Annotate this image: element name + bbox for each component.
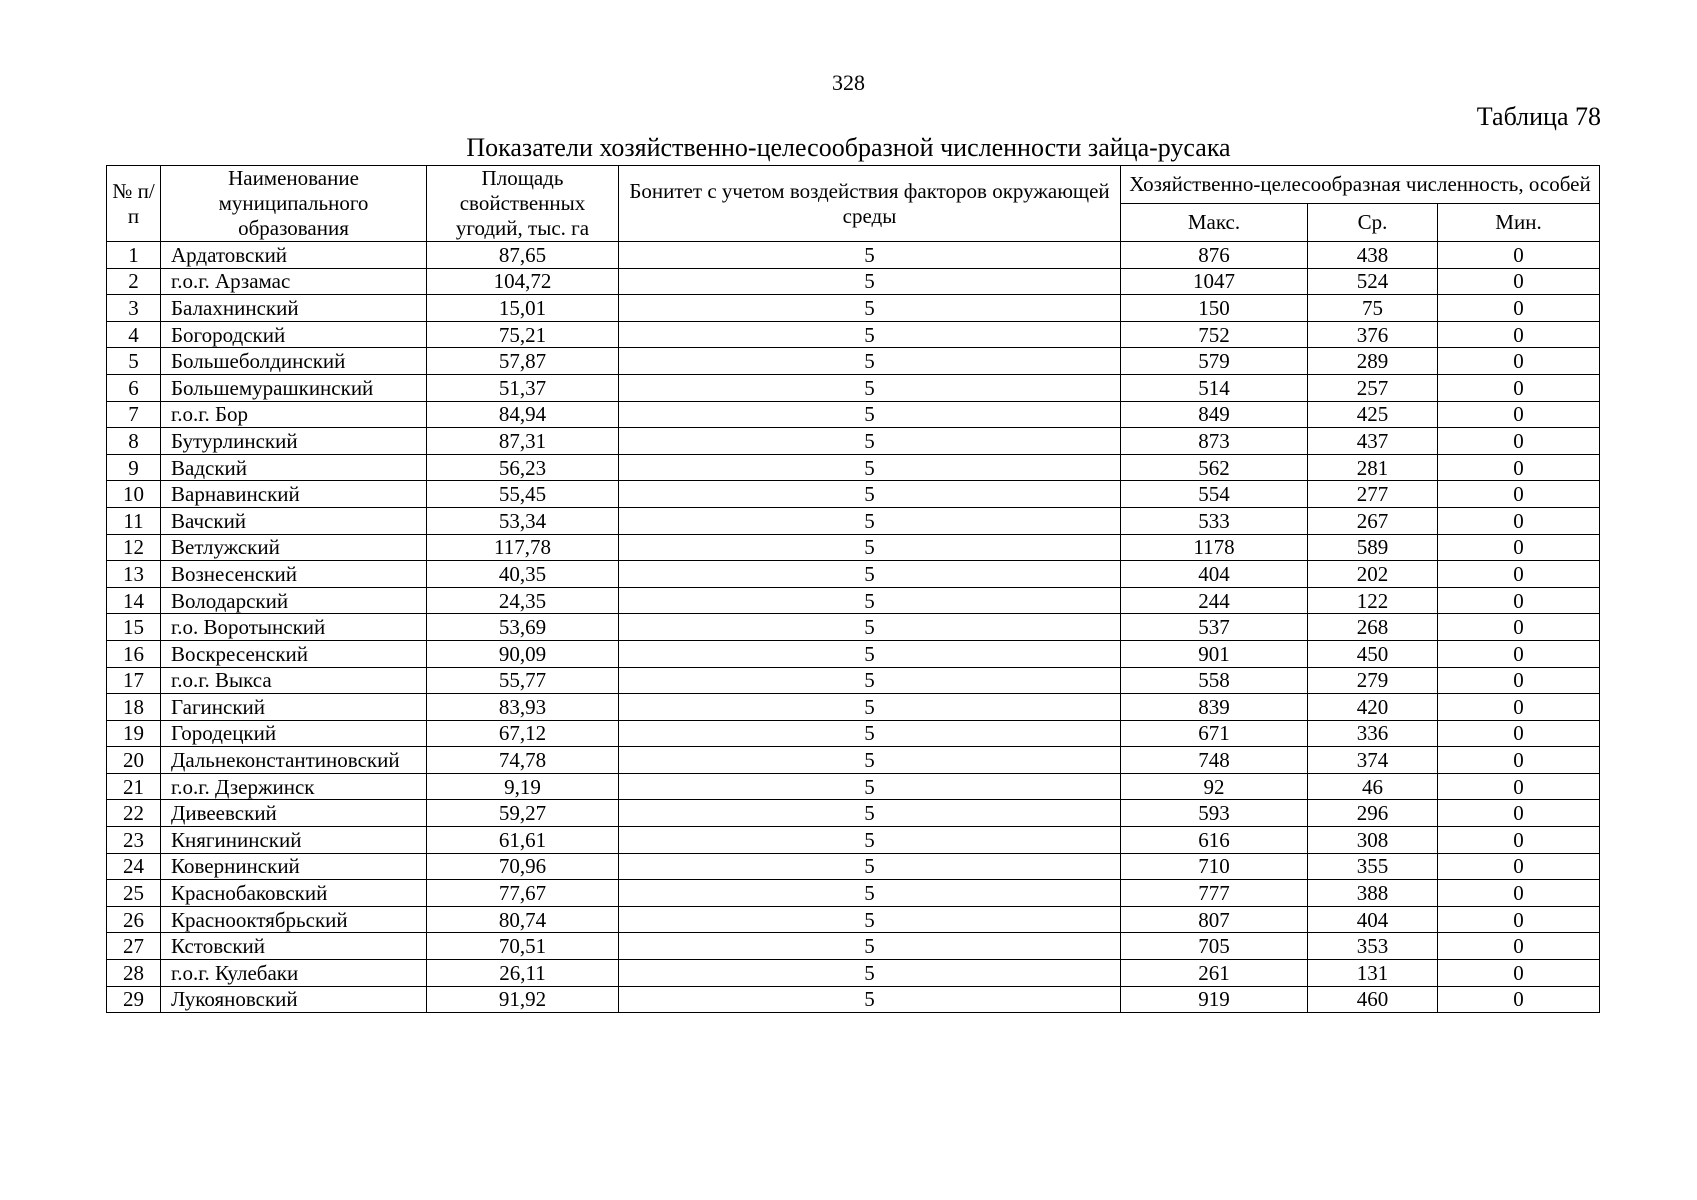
table-row: [107, 933, 1600, 960]
cell-area: 77,67: [427, 880, 619, 907]
cell-max: 1047: [1121, 268, 1308, 295]
cell-bonitet: 5: [619, 348, 1121, 375]
cell-area: 104,72: [427, 268, 619, 295]
cell-max: 919: [1121, 986, 1308, 1013]
cell-name: г.о.г. Дзержинск: [161, 773, 427, 800]
cell-num: 11: [107, 507, 161, 534]
cell-area: 84,94: [427, 401, 619, 428]
table-row: [107, 667, 1600, 694]
table-row: [107, 720, 1600, 747]
header-count-group: Хозяйственно-целесообразная численность, особей: [1121, 166, 1600, 204]
cell-area: 80,74: [427, 906, 619, 933]
cell-bonitet: 5: [619, 401, 1121, 428]
table-row: [107, 747, 1600, 774]
cell-area: 117,78: [427, 534, 619, 561]
table-row: [107, 242, 1600, 269]
cell-area: 67,12: [427, 720, 619, 747]
cell-num: 27: [107, 933, 161, 960]
cell-name: Ковернинский: [161, 853, 427, 880]
cell-area: 56,23: [427, 454, 619, 481]
cell-area: 26,11: [427, 960, 619, 987]
cell-bonitet: 5: [619, 295, 1121, 322]
cell-name: Гагинский: [161, 694, 427, 721]
table-row: [107, 534, 1600, 561]
table-row: [107, 614, 1600, 641]
cell-max: 849: [1121, 401, 1308, 428]
cell-name: Вачский: [161, 507, 427, 534]
cell-bonitet: 5: [619, 454, 1121, 481]
table-row: [107, 374, 1600, 401]
table-title: Показатели хозяйственно-целесообразной численности зайца-русака: [466, 133, 1231, 162]
cell-area: 74,78: [427, 747, 619, 774]
table-row: [107, 906, 1600, 933]
cell-bonitet: 5: [619, 853, 1121, 880]
table-row: [107, 800, 1600, 827]
cell-num: 22: [107, 800, 161, 827]
cell-max: 873: [1121, 428, 1308, 455]
cell-area: 55,45: [427, 481, 619, 508]
cell-min: 0: [1438, 694, 1600, 721]
cell-min: 0: [1438, 242, 1600, 269]
header-bonitet: Бонитет с учетом воздействия факторов окружающей среды: [619, 166, 1121, 242]
cell-num: 18: [107, 694, 161, 721]
cell-min: 0: [1438, 534, 1600, 561]
cell-min: 0: [1438, 747, 1600, 774]
cell-max: 876: [1121, 242, 1308, 269]
cell-avg: 336: [1308, 720, 1438, 747]
cell-max: 244: [1121, 587, 1308, 614]
cell-num: 13: [107, 561, 161, 588]
table-row: [107, 587, 1600, 614]
cell-avg: 438: [1308, 242, 1438, 269]
cell-avg: 277: [1308, 481, 1438, 508]
cell-avg: 450: [1308, 640, 1438, 667]
cell-min: 0: [1438, 374, 1600, 401]
table-row: [107, 481, 1600, 508]
cell-avg: 425: [1308, 401, 1438, 428]
table-row: [107, 986, 1600, 1013]
table-body: [107, 242, 1600, 1013]
cell-num: 24: [107, 853, 161, 880]
cell-max: 562: [1121, 454, 1308, 481]
cell-bonitet: 5: [619, 374, 1121, 401]
table-row: [107, 507, 1600, 534]
cell-num: 14: [107, 587, 161, 614]
table-row: [107, 773, 1600, 800]
cell-min: 0: [1438, 614, 1600, 641]
cell-name: Городецкий: [161, 720, 427, 747]
cell-max: 616: [1121, 827, 1308, 854]
cell-max: 752: [1121, 321, 1308, 348]
cell-avg: 267: [1308, 507, 1438, 534]
cell-max: 748: [1121, 747, 1308, 774]
cell-max: 593: [1121, 800, 1308, 827]
cell-max: 671: [1121, 720, 1308, 747]
cell-name: Ветлужский: [161, 534, 427, 561]
cell-num: 21: [107, 773, 161, 800]
cell-max: 514: [1121, 374, 1308, 401]
cell-avg: 437: [1308, 428, 1438, 455]
cell-name: г.о. Воротынский: [161, 614, 427, 641]
cell-area: 53,69: [427, 614, 619, 641]
cell-area: 59,27: [427, 800, 619, 827]
cell-name: Вадский: [161, 454, 427, 481]
cell-area: 40,35: [427, 561, 619, 588]
cell-name: Кстовский: [161, 933, 427, 960]
cell-name: Богородский: [161, 321, 427, 348]
cell-bonitet: 5: [619, 242, 1121, 269]
cell-avg: 388: [1308, 880, 1438, 907]
table-label: Таблица 78: [1476, 102, 1601, 131]
cell-avg: 202: [1308, 561, 1438, 588]
table-row: [107, 295, 1600, 322]
cell-min: 0: [1438, 773, 1600, 800]
cell-num: 8: [107, 428, 161, 455]
cell-area: 57,87: [427, 348, 619, 375]
cell-bonitet: 5: [619, 694, 1121, 721]
cell-min: 0: [1438, 933, 1600, 960]
cell-name: Варнавинский: [161, 481, 427, 508]
cell-num: 2: [107, 268, 161, 295]
cell-avg: 289: [1308, 348, 1438, 375]
cell-name: г.о.г. Арзамас: [161, 268, 427, 295]
cell-bonitet: 5: [619, 321, 1121, 348]
header-min: Мин.: [1438, 204, 1600, 242]
cell-name: Большемурашкинский: [161, 374, 427, 401]
cell-max: 710: [1121, 853, 1308, 880]
cell-num: 19: [107, 720, 161, 747]
cell-area: 15,01: [427, 295, 619, 322]
cell-min: 0: [1438, 348, 1600, 375]
cell-avg: 281: [1308, 454, 1438, 481]
header-name: Наименование муниципального образования: [161, 166, 427, 242]
cell-min: 0: [1438, 428, 1600, 455]
cell-num: 3: [107, 295, 161, 322]
table-row: [107, 640, 1600, 667]
cell-num: 17: [107, 667, 161, 694]
cell-name: г.о.г. Бор: [161, 401, 427, 428]
cell-name: Балахнинский: [161, 295, 427, 322]
cell-min: 0: [1438, 321, 1600, 348]
cell-name: Большеболдинский: [161, 348, 427, 375]
cell-min: 0: [1438, 481, 1600, 508]
cell-bonitet: 5: [619, 614, 1121, 641]
cell-area: 51,37: [427, 374, 619, 401]
cell-avg: 374: [1308, 747, 1438, 774]
cell-bonitet: 5: [619, 773, 1121, 800]
cell-bonitet: 5: [619, 960, 1121, 987]
table-row: [107, 880, 1600, 907]
cell-area: 55,77: [427, 667, 619, 694]
data-table: [106, 165, 1600, 1013]
cell-min: 0: [1438, 906, 1600, 933]
cell-max: 579: [1121, 348, 1308, 375]
cell-avg: 46: [1308, 773, 1438, 800]
cell-min: 0: [1438, 587, 1600, 614]
cell-avg: 122: [1308, 587, 1438, 614]
cell-area: 9,19: [427, 773, 619, 800]
cell-avg: 279: [1308, 667, 1438, 694]
cell-area: 87,65: [427, 242, 619, 269]
cell-min: 0: [1438, 454, 1600, 481]
cell-num: 16: [107, 640, 161, 667]
cell-name: Вознесенский: [161, 561, 427, 588]
cell-min: 0: [1438, 507, 1600, 534]
cell-min: 0: [1438, 880, 1600, 907]
cell-avg: 355: [1308, 853, 1438, 880]
cell-num: 6: [107, 374, 161, 401]
cell-avg: 296: [1308, 800, 1438, 827]
table-row: [107, 401, 1600, 428]
cell-name: Краснооктябрьский: [161, 906, 427, 933]
cell-num: 25: [107, 880, 161, 907]
cell-num: 26: [107, 906, 161, 933]
cell-max: 558: [1121, 667, 1308, 694]
cell-bonitet: 5: [619, 827, 1121, 854]
table-row: [107, 694, 1600, 721]
cell-bonitet: 5: [619, 561, 1121, 588]
cell-num: 9: [107, 454, 161, 481]
cell-bonitet: 5: [619, 534, 1121, 561]
cell-area: 70,51: [427, 933, 619, 960]
cell-min: 0: [1438, 561, 1600, 588]
cell-bonitet: 5: [619, 587, 1121, 614]
cell-name: Краснобаковский: [161, 880, 427, 907]
cell-avg: 308: [1308, 827, 1438, 854]
cell-bonitet: 5: [619, 428, 1121, 455]
table-header: [107, 166, 1600, 242]
cell-min: 0: [1438, 640, 1600, 667]
cell-num: 4: [107, 321, 161, 348]
cell-max: 261: [1121, 960, 1308, 987]
cell-num: 7: [107, 401, 161, 428]
cell-area: 83,93: [427, 694, 619, 721]
cell-area: 87,31: [427, 428, 619, 455]
cell-name: г.о.г. Кулебаки: [161, 960, 427, 987]
table-row: [107, 348, 1600, 375]
cell-num: 29: [107, 986, 161, 1013]
cell-bonitet: 5: [619, 933, 1121, 960]
cell-bonitet: 5: [619, 640, 1121, 667]
cell-min: 0: [1438, 268, 1600, 295]
cell-name: Княгининский: [161, 827, 427, 854]
page-number: 328: [832, 70, 865, 95]
table-row: [107, 268, 1600, 295]
cell-area: 90,09: [427, 640, 619, 667]
cell-min: 0: [1438, 401, 1600, 428]
cell-num: 23: [107, 827, 161, 854]
cell-max: 839: [1121, 694, 1308, 721]
cell-name: Ардатовский: [161, 242, 427, 269]
header-area: Площадь свойственных угодий, тыс. га: [427, 166, 619, 242]
cell-avg: 353: [1308, 933, 1438, 960]
table-row: [107, 561, 1600, 588]
cell-min: 0: [1438, 667, 1600, 694]
cell-min: 0: [1438, 800, 1600, 827]
cell-num: 5: [107, 348, 161, 375]
cell-max: 777: [1121, 880, 1308, 907]
cell-num: 12: [107, 534, 161, 561]
cell-num: 20: [107, 747, 161, 774]
cell-avg: 589: [1308, 534, 1438, 561]
cell-area: 91,92: [427, 986, 619, 1013]
cell-min: 0: [1438, 827, 1600, 854]
table-row: [107, 321, 1600, 348]
cell-name: Воскресенский: [161, 640, 427, 667]
table-row: [107, 827, 1600, 854]
cell-min: 0: [1438, 986, 1600, 1013]
cell-bonitet: 5: [619, 747, 1121, 774]
cell-num: 1: [107, 242, 161, 269]
cell-avg: 376: [1308, 321, 1438, 348]
cell-bonitet: 5: [619, 800, 1121, 827]
table-row: [107, 454, 1600, 481]
cell-bonitet: 5: [619, 268, 1121, 295]
cell-area: 53,34: [427, 507, 619, 534]
cell-name: г.о.г. Выкса: [161, 667, 427, 694]
cell-max: 404: [1121, 561, 1308, 588]
cell-num: 10: [107, 481, 161, 508]
cell-max: 1178: [1121, 534, 1308, 561]
cell-area: 61,61: [427, 827, 619, 854]
cell-avg: 257: [1308, 374, 1438, 401]
cell-area: 70,96: [427, 853, 619, 880]
table-row: [107, 960, 1600, 987]
cell-avg: 420: [1308, 694, 1438, 721]
cell-bonitet: 5: [619, 986, 1121, 1013]
header-avg: Ср.: [1308, 204, 1438, 242]
cell-bonitet: 5: [619, 720, 1121, 747]
cell-avg: 404: [1308, 906, 1438, 933]
cell-max: 705: [1121, 933, 1308, 960]
cell-name: Володарский: [161, 587, 427, 614]
cell-avg: 268: [1308, 614, 1438, 641]
header-max: Макс.: [1121, 204, 1308, 242]
cell-min: 0: [1438, 853, 1600, 880]
cell-max: 554: [1121, 481, 1308, 508]
cell-max: 150: [1121, 295, 1308, 322]
cell-avg: 131: [1308, 960, 1438, 987]
cell-max: 901: [1121, 640, 1308, 667]
cell-area: 24,35: [427, 587, 619, 614]
cell-num: 28: [107, 960, 161, 987]
cell-area: 75,21: [427, 321, 619, 348]
cell-bonitet: 5: [619, 667, 1121, 694]
table-row: [107, 428, 1600, 455]
cell-min: 0: [1438, 960, 1600, 987]
cell-max: 533: [1121, 507, 1308, 534]
cell-min: 0: [1438, 295, 1600, 322]
cell-avg: 75: [1308, 295, 1438, 322]
cell-bonitet: 5: [619, 880, 1121, 907]
cell-num: 15: [107, 614, 161, 641]
header-num: № п/п: [107, 166, 161, 242]
cell-max: 92: [1121, 773, 1308, 800]
cell-min: 0: [1438, 720, 1600, 747]
cell-bonitet: 5: [619, 481, 1121, 508]
cell-name: Бутурлинский: [161, 428, 427, 455]
cell-name: Дальнеконстантиновский: [161, 747, 427, 774]
cell-avg: 524: [1308, 268, 1438, 295]
cell-bonitet: 5: [619, 507, 1121, 534]
cell-bonitet: 5: [619, 906, 1121, 933]
cell-name: Дивеевский: [161, 800, 427, 827]
table-row: [107, 853, 1600, 880]
cell-max: 537: [1121, 614, 1308, 641]
cell-avg: 460: [1308, 986, 1438, 1013]
cell-max: 807: [1121, 906, 1308, 933]
cell-name: Лукояновский: [161, 986, 427, 1013]
